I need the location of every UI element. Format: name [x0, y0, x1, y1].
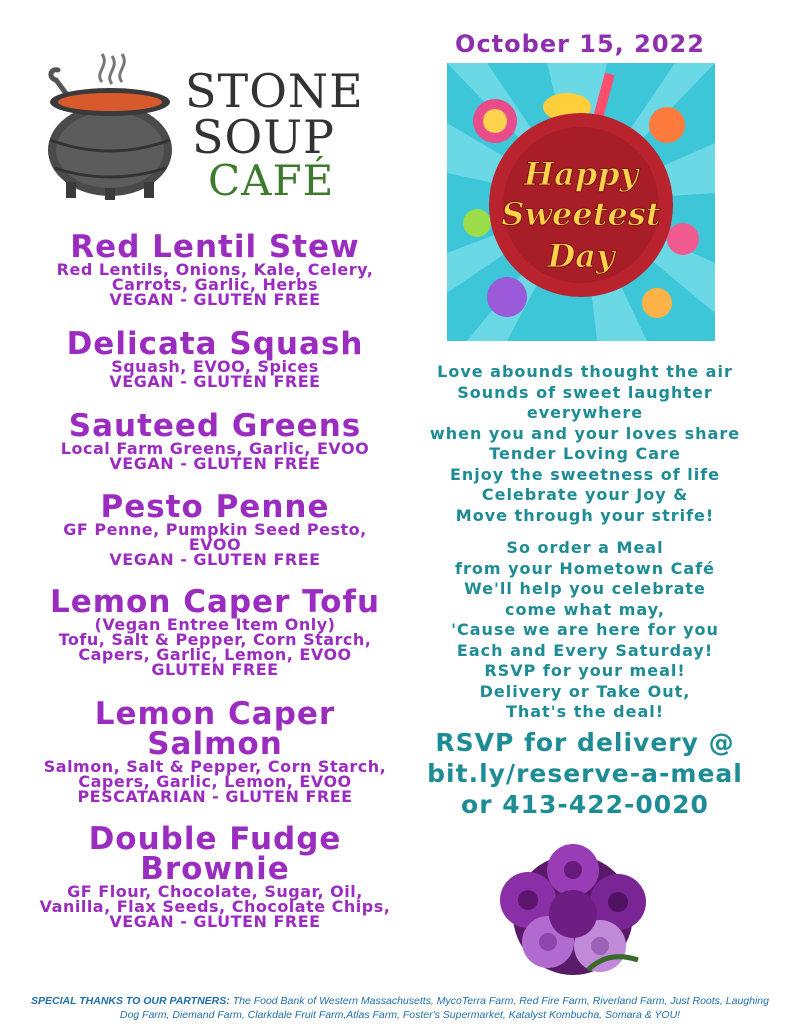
dish-line: VEGAN - GLUTEN FREE [109, 912, 321, 931]
menu-item [0, 821, 430, 931]
poem-line: That's the deal! [505, 702, 665, 721]
event-date: October 15, 2022 [455, 30, 705, 58]
dish-line: Local Farm Greens, Garlic, EVOO [60, 439, 370, 458]
poem-line: Celebrate your Joy & [481, 485, 689, 504]
dish-line: VEGAN - GLUTEN FREE [109, 290, 321, 309]
dish-line: GF Flour, Chocolate, Sugar, Oil, [67, 882, 363, 901]
menu-list [0, 229, 430, 931]
logo-word-cafe: CAFÉ [208, 156, 335, 205]
dish-line: Vanilla, Flax Seeds, Chocolate Chips, [39, 897, 391, 916]
sweetest-day-image [447, 63, 715, 341]
dish-line: GF Penne, Pumpkin Seed Pesto, [63, 520, 367, 539]
dish-line: PESCATARIAN - GLUTEN FREE [77, 787, 353, 806]
dish-line: Carrots, Garlic, Herbs [111, 275, 319, 294]
dish-line: Capers, Garlic, Lemon, EVOO [78, 772, 352, 791]
poem-line: Delivery or Take Out, [479, 681, 691, 701]
poem [410, 362, 760, 723]
sweetest-line-3: Day [547, 237, 615, 275]
poem-line: come what may, [505, 599, 665, 619]
menu-item [0, 408, 430, 473]
sweetest-line-2: Sweetest [501, 195, 661, 233]
dish-name: Pesto Penne [100, 489, 330, 525]
dish-line: VEGAN - GLUTEN FREE [109, 372, 321, 391]
flower-bouquet-image [488, 830, 658, 982]
poem-line: We'll help you celebrate [464, 579, 706, 598]
dish-name: Sauteed Greens [68, 408, 362, 444]
poem-line: 'Cause we are here for you [451, 620, 719, 639]
dish-line: Red Lentils, Onions, Kale, Celery, [56, 260, 374, 279]
menu-item [0, 229, 430, 309]
dish-name: Double Fudge Brownie [88, 821, 342, 887]
poem-line: Enjoy the sweetness of life [449, 464, 721, 484]
thanks-text: The Food Bank of Western Massachusetts, MycoTerra Farm, Red Fire Farm, Riverland Farm, Just Roots, Laughing Dog Farm, Diemand Farm, Clarkdale Fruit Farm,Atlas Farm, Foster's Supermarket, Katalyst Kombucha, Somara & YOU! [119, 995, 769, 1021]
poem-line: RSVP for your meal! [484, 661, 686, 680]
dish-line: Capers, Garlic, Lemon, EVOO [78, 645, 352, 664]
dish-line: Tofu, Salt & Pepper, Corn Starch, [58, 630, 372, 649]
partners-thanks [20, 994, 780, 1022]
dish-line: Squash, EVOO, Spices [111, 357, 319, 376]
cauldron-icon [40, 50, 180, 200]
poem-line: Each and Every Saturday! [456, 640, 714, 660]
menu-item [0, 489, 430, 569]
thanks-label: SPECIAL THANKS TO OUR PARTNERS: [31, 995, 230, 1007]
sweetest-day-graphic [447, 63, 715, 341]
logo-word-stone: STONE [185, 64, 364, 118]
rsvp-block [405, 727, 765, 820]
dish-line: (Vegan Entree Item Only) [94, 615, 336, 634]
menu-item [0, 696, 430, 806]
menu-item [0, 326, 430, 391]
dish-line: VEGAN - GLUTEN FREE [109, 454, 321, 473]
rsvp-heading: RSVP for delivery @ [435, 728, 735, 757]
poem-line: from your Hometown Café [455, 558, 715, 578]
dish-line: GLUTEN FREE [151, 660, 279, 679]
cafe-logo [40, 50, 370, 205]
stanza-gap [410, 526, 760, 538]
dish-line: EVOO [188, 535, 242, 554]
poem-line: when you and your loves share [429, 423, 741, 443]
dish-line: Salmon, Salt & Pepper, Corn Starch, [43, 757, 387, 776]
rsvp-phone[interactable]: or 413-422-0020 [461, 790, 709, 819]
poem-line: Sounds of sweet laughter [457, 382, 713, 402]
dish-name: Delicata Squash [66, 326, 364, 362]
sweetest-line-1: Happy [523, 155, 639, 193]
purple-rose-bouquet-icon [488, 830, 658, 982]
logo-word-soup: SOUP [192, 110, 335, 164]
poem-line: So order a Meal [506, 538, 664, 557]
dish-line: VEGAN - GLUTEN FREE [109, 550, 321, 569]
poem-line: Tender Loving Care [489, 444, 681, 463]
poem-line: Love abounds thought the air [437, 362, 733, 381]
dish-name: Lemon Caper Tofu [49, 584, 381, 620]
poem-line: Move through your strife! [455, 505, 715, 525]
dish-name: Lemon Caper Salmon [94, 696, 336, 762]
dish-name: Red Lentil Stew [70, 229, 360, 265]
rsvp-link[interactable]: bit.ly/reserve-a-meal [427, 759, 743, 788]
poem-line: everywhere [526, 403, 644, 422]
menu-item [0, 584, 430, 679]
